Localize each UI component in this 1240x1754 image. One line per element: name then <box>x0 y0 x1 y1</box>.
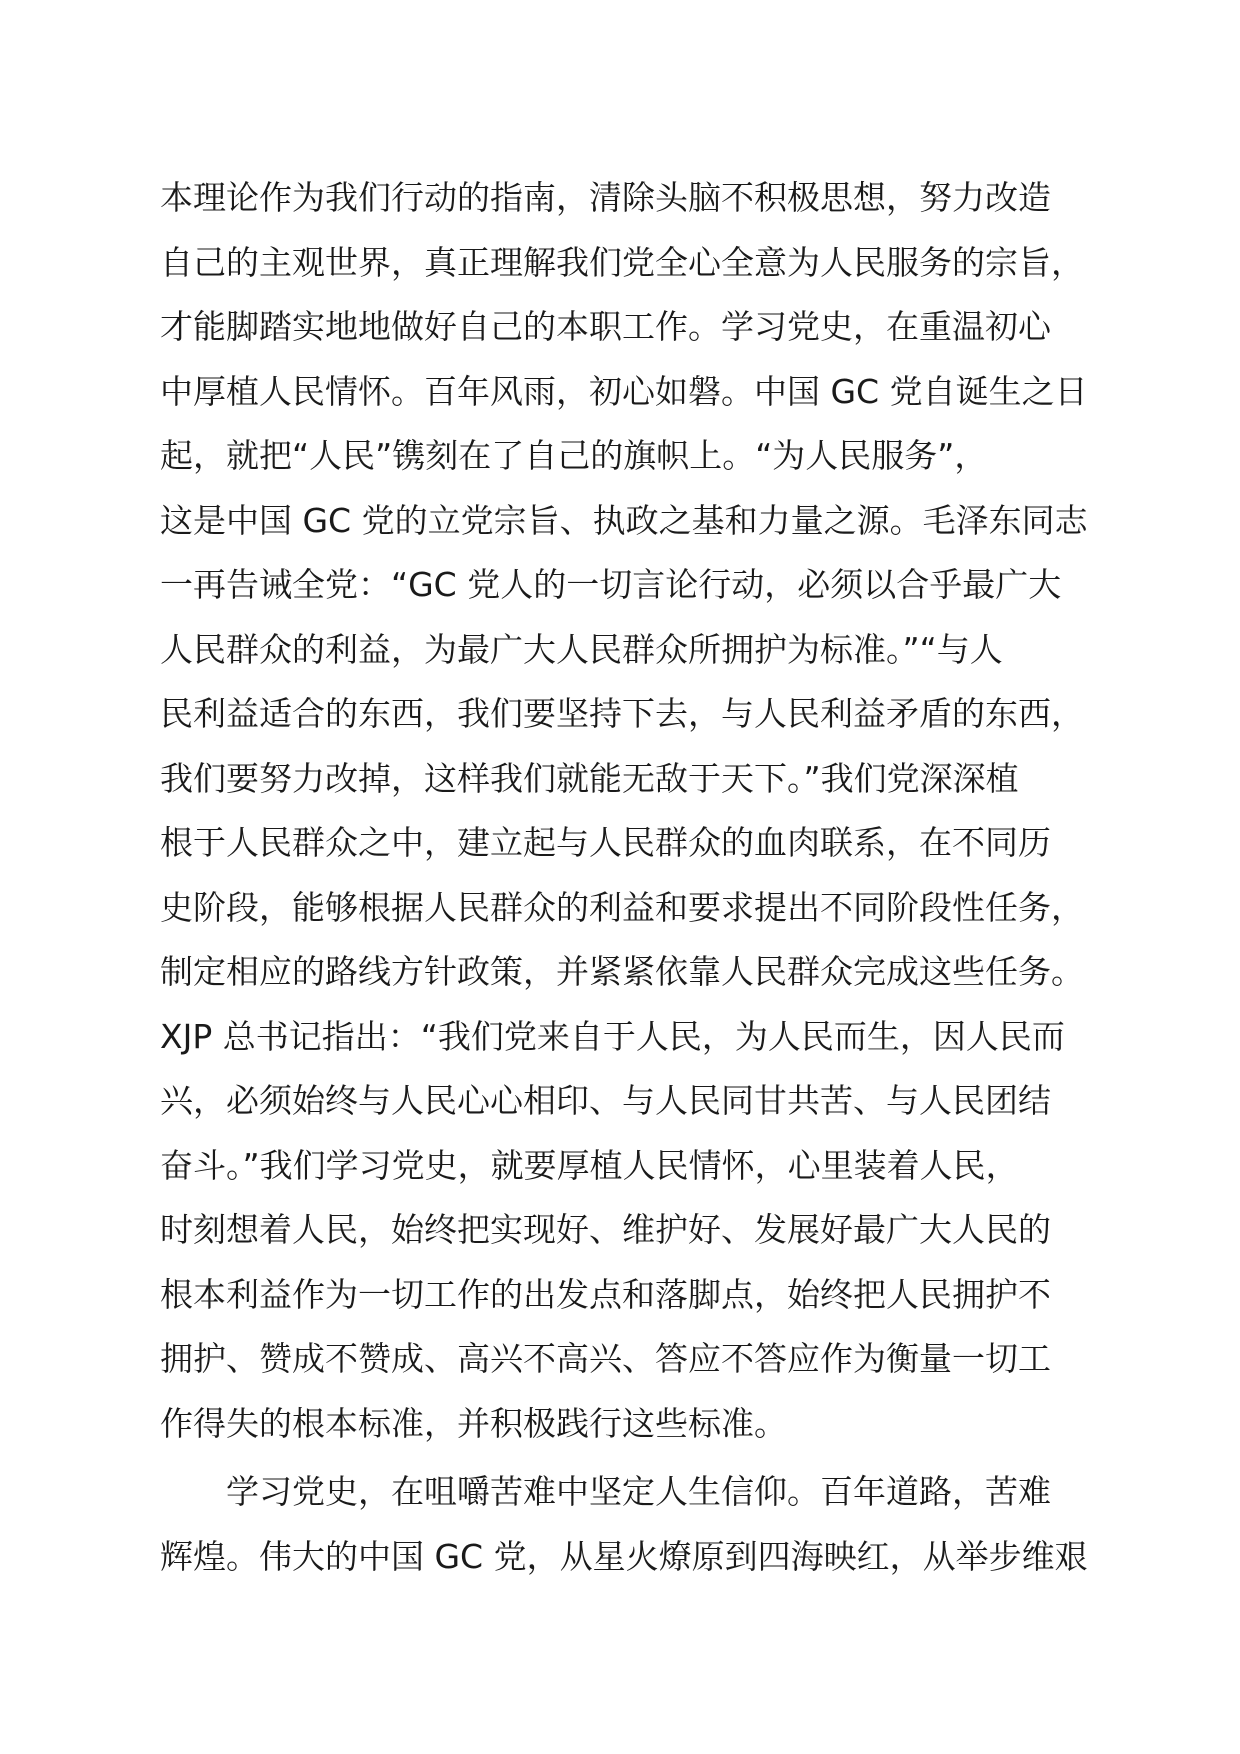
text-line: 制定相应的路线方针政策，并紧紧依靠人民群众完成这些任务。 <box>160 952 1084 991</box>
document-body <box>160 166 1120 1589</box>
paragraph-1 <box>160 166 1120 1456</box>
text-line: 起，就把“人民”镌刻在了自己的旗帜上。“为人民服务”， <box>160 436 988 475</box>
text-line: 民利益适合的东西，我们要坚持下去，与人民利益矛盾的东西， <box>160 694 1084 733</box>
text-line: 本理论作为我们行动的指南，清除头脑不积极思想，努力改造 <box>160 178 1051 217</box>
text-line: 根本利益作为一切工作的出发点和落脚点，始终把人民拥护不 <box>160 1274 1051 1314</box>
text-line: 学习党史，在咀嚼苦难中坚定人生信仰。百年道路，苦难 <box>226 1472 1051 1511</box>
text-line: 作得失的根本标准，并积极践行这些标准。 <box>160 1403 787 1443</box>
text-line: 根于人民群众之中，建立起与人民群众的血肉联系，在不同历 <box>160 823 1051 862</box>
text-line: 这是中国 GC 党的立党宗旨、执政之基和力量之源。毛泽东同志 <box>160 500 1088 540</box>
text-line: 自己的主观世界，真正理解我们党全心全意为人民服务的宗旨， <box>160 242 1084 282</box>
text-line: 中厚植人民情怀。百年风雨，初心如磐。中国 GC 党自诞生之日 <box>160 371 1088 411</box>
text-line: XJP 总书记指出：“我们党来自于人民，为人民而生，因人民而 <box>160 1016 1065 1056</box>
text-line: 拥护、赞成不赞成、高兴不高兴、答应不答应作为衡量一切工 <box>160 1339 1051 1378</box>
text-line: 时刻想着人民，始终把实现好、维护好、发展好最广大人民的 <box>160 1210 1051 1249</box>
text-line: 一再告诫全党：“GC 党人的一切言论行动，必须以合乎最广大 <box>160 565 1062 604</box>
text-line: 我们要努力改掉，这样我们就能无敌于天下。”我们党深深植 <box>160 758 1019 798</box>
text-line: 人民群众的利益，为最广大人民群众所拥护为标准。”“与人 <box>160 629 1003 669</box>
text-line: 史阶段，能够根据人民群众的利益和要求提出不同阶段性任务， <box>160 887 1084 927</box>
text-line: 辉煌。伟大的中国 GC 党，从星火燎原到四海映红，从举步维艰 <box>160 1536 1088 1576</box>
text-line: 兴，必须始终与人民心心相印、与人民同甘共苦、与人民团结 <box>160 1081 1051 1120</box>
text-line: 才能脚踏实地地做好自己的本职工作。学习党史，在重温初心 <box>160 307 1051 346</box>
text-line: 奋斗。”我们学习党史，就要厚植人民情怀，心里装着人民， <box>160 1145 1019 1185</box>
paragraph-2 <box>160 1460 1120 1589</box>
